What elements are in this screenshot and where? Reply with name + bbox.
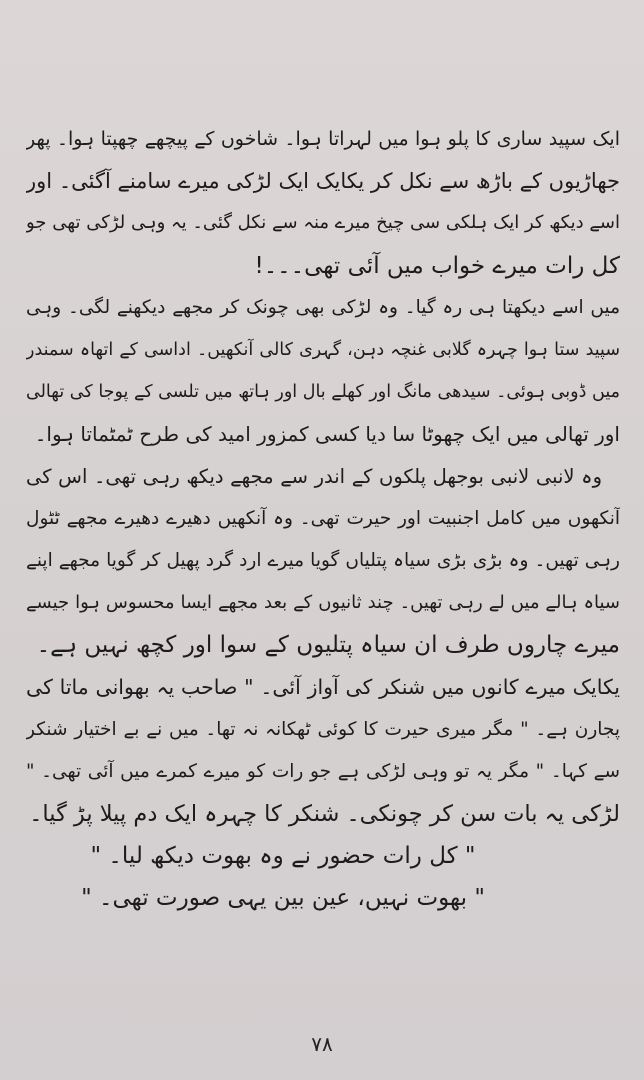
text-line: ایک سپید ساری کا پلو ہوا میں لہراتا ہوا۔ شاخوں کے پیچھے چھپتا ہوا۔ پھر [26, 128, 620, 150]
text-line: آنکھوں میں کامل اجنبیت اور حیرت تھی۔ وہ آنکھیں دھیرے دھیرے مجھے ٹٹول [26, 507, 620, 529]
text-line: اسے دیکھ کر ایک ہلکی سی چیخ میرے منہ سے نکل گئی۔ یہ وہی لڑکی تھی جو [26, 212, 620, 234]
text-line: لڑکی یہ بات سن کر چونکی۔ شنکر کا چہرہ ایک دم پیلا پڑ گیا۔ [29, 801, 620, 827]
text-line: پجارن ہے۔ " مگر میری حیرت کا کوئی ٹھکانہ نہ تھا۔ میں نے بے اختیار شنکر [26, 718, 620, 740]
text-line: میں اسے دیکھتا ہی رہ گیا۔ وہ لڑکی بھی چونک کر مجھے دیکھنے لگی۔ وہی [26, 296, 620, 318]
body-text [26, 118, 620, 920]
text-line: جھاڑیوں کے باڑھ سے نکل کر یکایک ایک لڑکی میرے سامنے آگئی۔ اور [26, 169, 620, 194]
page-number: ۷۸ [311, 1032, 333, 1056]
text-line: " بھوت نہیں، عین بین یہی صورت تھی۔ " [81, 885, 485, 912]
text-line: سیاہ ہالے میں لے رہی تھیں۔ چند ثانیوں کے بعد مجھے ایسا محسوس ہوا جیسے [26, 592, 620, 614]
text-line: سے کہا۔ " مگر یہ تو وہی لڑکی ہے جو رات کو میرے کمرے میں آئی تھی۔ " [26, 760, 620, 782]
text-line: اور تھالی میں ایک چھوٹا سا دیا کسی کمزور امید کی طرح ٹمٹماتا ہوا۔ [34, 422, 620, 447]
text-line: " کل رات حضور نے وہ بھوت دیکھ لیا۔ " [90, 843, 476, 870]
text-line: یکایک میرے کانوں میں شنکر کی آواز آئی۔ " صاحب یہ بھوانی ماتا کی [26, 675, 620, 700]
text-line: سپید ستا ہوا چہرہ گلابی غنچہ دہن، گہری کالی آنکھیں۔ اداسی کے اتھاہ سمندر [26, 339, 620, 360]
text-line: کل رات میرے خواب میں آئی تھی۔۔۔! [254, 252, 620, 279]
text-line: وہ لانبی لانبی بوجھل پلکوں کے اندر سے مجھے دیکھ رہی تھی۔ اس کی [26, 464, 602, 488]
text-line: میرے چاروں طرف ان سیاہ پتلیوں کے سوا اور کچھ نہیں ہے۔ [36, 632, 620, 659]
text-line: رہی تھیں۔ وہ بڑی بڑی سیاہ پتلیاں گویا میرے ارد گرد پھیل کر گویا مجھے اپنے [26, 549, 620, 571]
text-line: میں ڈوبی ہوئی۔ سیدھی مانگ اور کھلے بال اور ہاتھ میں تلسی کے پوجا کی تھالی [26, 382, 620, 403]
